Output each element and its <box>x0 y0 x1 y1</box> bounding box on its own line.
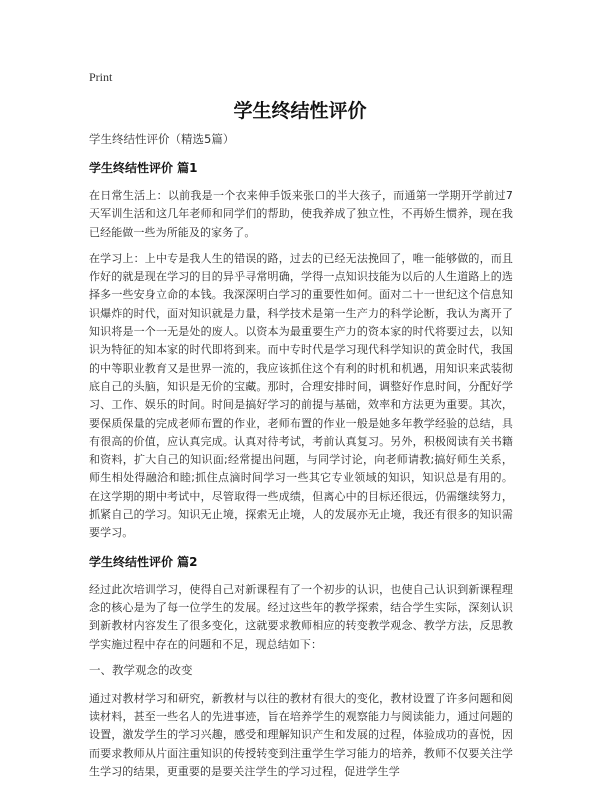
document-subtitle: 学生终结性评价（精选5篇） <box>89 132 235 146</box>
print-link[interactable]: Print <box>89 70 113 84</box>
paragraph: 通过对教材学习和研究，新教材与以往的教材有很大的变化，教材设置了许多问题和阅读材料，甚至一些名人的先进事迹，旨在培养学生的观察能力与阅读能力，通过问题的设置，激发学生的学习兴趣，感受和理解知识产生和发展的过程，体验成功的喜悦，因而要求教师从片面注重知识的传授转变到注重学生学习能力的培养，教师不仅要关注学生学习的结果，更重要的是要关注学生的学习过程，促进学生学 <box>89 691 513 779</box>
paragraph: 在学习上：上中专是我人生的错误的路，过去的已经无法挽回了，唯一能够做的，而且作好的就是现在学习的目的异乎寻常明确，学得一点知识技能为以后的人生道路上的选择多一些安身立命的本钱。我深深明白学习的重要性如何。面对二十一世纪这个信息知识爆炸的时代，面对知识就是力量，科学技术是第一生产力的科学论断，我认为离开了知识将是一个一无是处的废人。以资本为最重要生产力的资本家的时代将要过去，以知识为特征的知本家的时代即将到来。而中专时代是学习现代科学知识的黄金时代，我国的中等职业教育又是世界一流的，我应该抓住这个有利的时机和机遇，用知识来武装彻底自己的头脑，知识是无价的宝藏。那时，合理安排时间，调整好作息时间，分配好学习、工作、娱乐的时间。时间是搞好学习的前提与基础，效率和方法更为重要。其次，要保质保量的完成老师布置的作业，老师布置的作业一般是她多年教学经验的总结，具有很高的价值，应认真完成。认真对待考试，考前认真复习。另外，积极阅读有关书籍和资料，扩大自己的知识面;经常提出问题，与同学讨论，向老师请教;搞好师生关系，师生相处得融洽和睦;抓住点滴时间学习一些其它专业领域的知识，知识总是有用的。在这学期的期中考试中，尽管取得一些成绩，但离心中的目标还很远，仍需继续努力，抓紧自己的学习。知识无止境，探索无止境，人的发展亦无止境，我还有很多的知识需要学习。 <box>89 251 513 540</box>
document-body <box>89 131 513 789</box>
paragraph: 在日常生活上：以前我是一个衣来伸手饭来张口的半大孩子，而通第一学期开学前过7天军训生活和这几年老师和同学们的帮助，使我养成了独立性，不再娇生惯养，现在我已经能做一些为所能及的家务了。 <box>89 189 513 239</box>
section-heading-2: 学生终结性评价 篇2 <box>89 554 198 569</box>
section-heading-1: 学生终结性评价 篇1 <box>89 161 198 175</box>
sub-heading: 一、教学观念的改变 <box>89 662 193 677</box>
document-title: 学生终结性评价 <box>233 100 367 122</box>
paragraph: 经过此次培训学习，使得自己对新课程有了一个初步的认识，也使自己认识到新课程理念的核心是为了每一位学生的发展。经过这些年的教学探索，结合学生实际，深刻认识到新教材内容发生了很多变化，这就要求教师相应的转变教学观念、教学方法，反思教学实施过程中存在的问题和不足，现总结如下： <box>89 582 513 651</box>
